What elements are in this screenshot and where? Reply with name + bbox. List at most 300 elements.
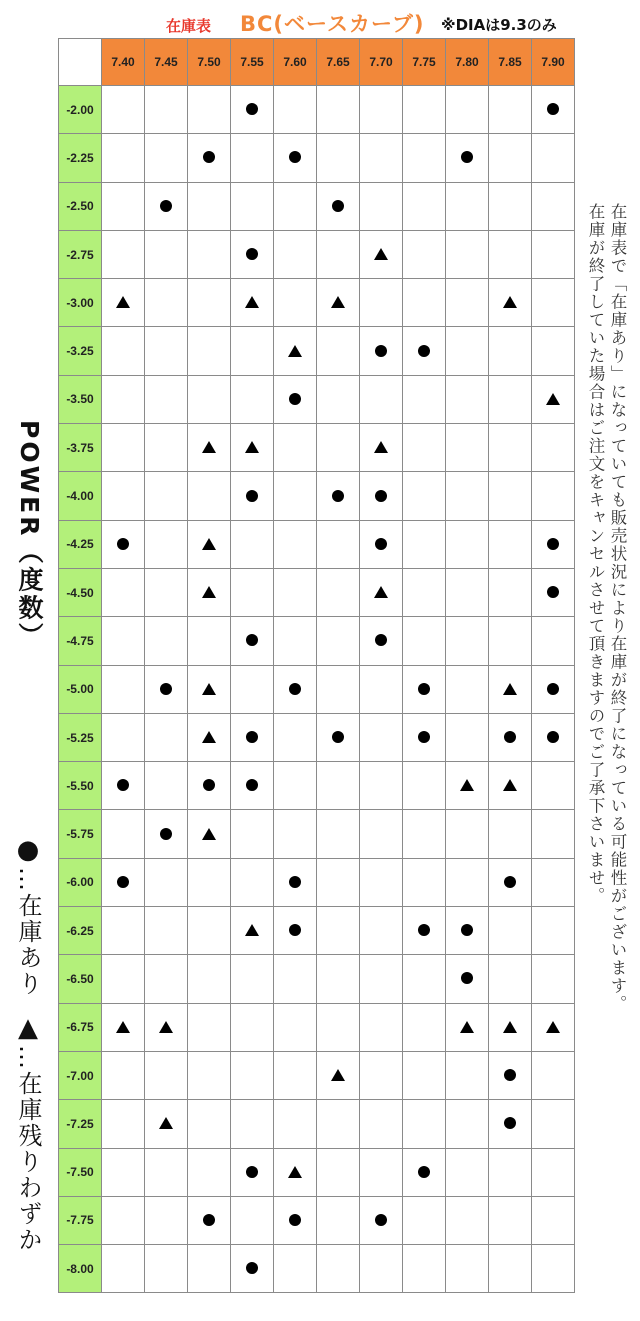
stock-cell — [188, 762, 231, 810]
stock-cell — [274, 1245, 317, 1293]
stock-cell — [317, 762, 360, 810]
stock-cell — [360, 713, 403, 761]
stock-cell — [231, 568, 274, 616]
low-stock-triangle-icon — [116, 296, 130, 308]
stock-cell — [446, 134, 489, 182]
stock-cell — [317, 182, 360, 230]
stock-cell — [317, 713, 360, 761]
stock-cell — [102, 1003, 145, 1051]
stock-cell — [446, 713, 489, 761]
stock-cell — [489, 86, 532, 134]
stock-cell — [532, 665, 575, 713]
stock-cell — [102, 182, 145, 230]
stock-cell — [102, 520, 145, 568]
table-row — [59, 858, 575, 906]
table-body — [59, 86, 575, 1293]
legend-circle-icon: ● — [13, 835, 43, 867]
in-stock-circle-icon — [504, 1069, 516, 1081]
stock-cell — [403, 617, 446, 665]
in-stock-circle-icon — [547, 586, 559, 598]
stock-cell — [102, 472, 145, 520]
stock-cell — [403, 713, 446, 761]
stock-cell — [360, 568, 403, 616]
stock-cell — [446, 472, 489, 520]
stock-cell — [274, 762, 317, 810]
stock-cell — [403, 86, 446, 134]
stock-cell — [188, 230, 231, 278]
stock-cell — [231, 520, 274, 568]
stock-cell — [532, 1051, 575, 1099]
stock-cell — [188, 134, 231, 182]
stock-cell — [360, 617, 403, 665]
stock-cell — [274, 182, 317, 230]
stock-cell — [360, 665, 403, 713]
stock-cell — [446, 182, 489, 230]
stock-cell — [360, 1051, 403, 1099]
stock-cell — [403, 279, 446, 327]
stock-cell — [231, 1148, 274, 1196]
stock-cell — [102, 1148, 145, 1196]
in-stock-circle-icon — [117, 779, 129, 791]
stock-cell — [532, 230, 575, 278]
power-cell: -3.75 — [59, 424, 102, 472]
stock-notice-line: 在庫が終了していた場合はご注文をキャンセルさせて頂きますのでご了承下さいませ。 — [586, 203, 605, 905]
in-stock-circle-icon — [289, 876, 301, 888]
low-stock-triangle-icon — [159, 1021, 173, 1033]
in-stock-circle-icon — [375, 538, 387, 550]
stock-cell — [274, 1148, 317, 1196]
in-stock-circle-icon — [117, 876, 129, 888]
stock-cell — [231, 86, 274, 134]
power-cell: -4.50 — [59, 568, 102, 616]
stock-cell — [360, 858, 403, 906]
stock-cell — [102, 279, 145, 327]
in-stock-circle-icon — [375, 1214, 387, 1226]
stock-cell — [489, 907, 532, 955]
stock-cell — [274, 134, 317, 182]
stock-cell — [231, 617, 274, 665]
in-stock-circle-icon — [332, 490, 344, 502]
stock-cell — [532, 955, 575, 1003]
stock-cell — [317, 375, 360, 423]
table-row — [59, 86, 575, 134]
title-stock-table: 在庫表 — [166, 17, 212, 35]
stock-cell — [102, 858, 145, 906]
stock-cell — [360, 1148, 403, 1196]
low-stock-triangle-icon — [159, 1117, 173, 1129]
power-cell: -8.00 — [59, 1245, 102, 1293]
stock-cell — [231, 230, 274, 278]
stock-cell — [274, 858, 317, 906]
stock-cell — [188, 810, 231, 858]
stock-cell — [532, 810, 575, 858]
stock-cell — [145, 327, 188, 375]
stock-cell — [360, 230, 403, 278]
stock-cell — [231, 1100, 274, 1148]
low-stock-triangle-icon — [202, 731, 216, 743]
bc-header-cell: 7.90 — [532, 39, 575, 86]
stock-cell — [532, 1003, 575, 1051]
stock-cell — [231, 1003, 274, 1051]
in-stock-circle-icon — [461, 924, 473, 936]
in-stock-circle-icon — [504, 1117, 516, 1129]
stock-cell — [532, 375, 575, 423]
bc-header-cell: 7.85 — [489, 39, 532, 86]
in-stock-circle-icon — [418, 924, 430, 936]
stock-cell — [446, 617, 489, 665]
stock-cell — [403, 907, 446, 955]
bc-header-cell: 7.50 — [188, 39, 231, 86]
stock-cell — [274, 617, 317, 665]
stock-cell — [403, 472, 446, 520]
stock-cell — [446, 1148, 489, 1196]
bc-header-cell: 7.55 — [231, 39, 274, 86]
in-stock-circle-icon — [289, 151, 301, 163]
stock-cell — [532, 134, 575, 182]
stock-cell — [360, 907, 403, 955]
stock-cell — [102, 1245, 145, 1293]
in-stock-circle-icon — [203, 779, 215, 791]
low-stock-triangle-icon — [374, 586, 388, 598]
in-stock-circle-icon — [246, 1166, 258, 1178]
stock-cell — [403, 1100, 446, 1148]
low-stock-triangle-icon — [202, 586, 216, 598]
stock-cell — [317, 665, 360, 713]
stock-cell — [102, 810, 145, 858]
power-cell: -2.00 — [59, 86, 102, 134]
stock-cell — [360, 86, 403, 134]
table-row — [59, 424, 575, 472]
stock-cell — [317, 858, 360, 906]
stock-cell — [489, 1051, 532, 1099]
low-stock-triangle-icon — [331, 1069, 345, 1081]
stock-cell — [102, 1196, 145, 1244]
power-cell: -5.25 — [59, 713, 102, 761]
stock-cell — [489, 327, 532, 375]
power-cell: -5.75 — [59, 810, 102, 858]
stock-cell — [532, 424, 575, 472]
power-cell: -2.50 — [59, 182, 102, 230]
stock-cell — [274, 472, 317, 520]
stock-cell — [489, 472, 532, 520]
low-stock-triangle-icon — [116, 1021, 130, 1033]
in-stock-circle-icon — [547, 683, 559, 695]
power-cell: -3.50 — [59, 375, 102, 423]
stock-cell — [102, 955, 145, 1003]
stock-cell — [274, 1196, 317, 1244]
stock-cell — [188, 617, 231, 665]
stock-cell — [102, 568, 145, 616]
in-stock-circle-icon — [246, 779, 258, 791]
stock-cell — [102, 1051, 145, 1099]
stock-cell — [446, 1003, 489, 1051]
stock-cell — [489, 1148, 532, 1196]
stock-cell — [274, 375, 317, 423]
stock-cell — [360, 520, 403, 568]
bc-header-cell: 7.65 — [317, 39, 360, 86]
low-stock-triangle-icon — [288, 345, 302, 357]
bc-header-cell: 7.60 — [274, 39, 317, 86]
stock-cell — [403, 182, 446, 230]
in-stock-circle-icon — [203, 151, 215, 163]
in-stock-circle-icon — [246, 103, 258, 115]
stock-cell — [403, 520, 446, 568]
stock-cell — [403, 762, 446, 810]
in-stock-circle-icon — [289, 683, 301, 695]
stock-cell — [188, 375, 231, 423]
stock-cell — [317, 230, 360, 278]
low-stock-triangle-icon — [202, 683, 216, 695]
stock-cell — [446, 424, 489, 472]
legend-triangle-icon: ▲ — [13, 1013, 43, 1045]
stock-cell — [489, 279, 532, 327]
in-stock-circle-icon — [246, 731, 258, 743]
stock-cell — [102, 762, 145, 810]
stock-cell — [188, 86, 231, 134]
stock-cell — [274, 810, 317, 858]
stock-cell — [102, 665, 145, 713]
in-stock-circle-icon — [289, 393, 301, 405]
stock-cell — [145, 472, 188, 520]
stock-cell — [403, 424, 446, 472]
stock-cell — [145, 134, 188, 182]
power-cell: -3.00 — [59, 279, 102, 327]
table-row — [59, 327, 575, 375]
table-row — [59, 955, 575, 1003]
table-row — [59, 1148, 575, 1196]
stock-cell — [145, 858, 188, 906]
table-row — [59, 1196, 575, 1244]
bc-header-cell: 7.45 — [145, 39, 188, 86]
stock-cell — [403, 134, 446, 182]
low-stock-triangle-icon — [374, 441, 388, 453]
table-row — [59, 810, 575, 858]
legend — [14, 835, 46, 1253]
stock-cell — [360, 1100, 403, 1148]
stock-cell — [231, 134, 274, 182]
stock-cell — [145, 810, 188, 858]
stock-cell — [360, 327, 403, 375]
in-stock-circle-icon — [160, 200, 172, 212]
power-cell: -6.00 — [59, 858, 102, 906]
in-stock-circle-icon — [160, 683, 172, 695]
stock-cell — [360, 1245, 403, 1293]
table-row — [59, 665, 575, 713]
low-stock-triangle-icon — [503, 1021, 517, 1033]
stock-cell — [532, 520, 575, 568]
stock-cell — [188, 472, 231, 520]
stock-cell — [489, 762, 532, 810]
stock-cell — [532, 762, 575, 810]
stock-cell — [446, 520, 489, 568]
low-stock-triangle-icon — [202, 538, 216, 550]
power-cell: -7.25 — [59, 1100, 102, 1148]
power-cell: -2.25 — [59, 134, 102, 182]
stock-cell — [145, 279, 188, 327]
bc-header-cell: 7.75 — [403, 39, 446, 86]
stock-cell — [532, 1100, 575, 1148]
in-stock-circle-icon — [289, 1214, 301, 1226]
stock-cell — [317, 520, 360, 568]
in-stock-circle-icon — [547, 538, 559, 550]
title-row — [0, 6, 640, 36]
power-axis-label: POWER（度数） — [15, 420, 44, 651]
stock-cell — [317, 327, 360, 375]
stock-cell — [274, 86, 317, 134]
stock-cell — [188, 327, 231, 375]
stock-cell — [489, 134, 532, 182]
legend-circle-label: …在庫あり — [14, 867, 42, 997]
stock-cell — [274, 955, 317, 1003]
stock-cell — [102, 230, 145, 278]
stock-cell — [231, 375, 274, 423]
stock-cell — [188, 665, 231, 713]
header-row — [59, 39, 575, 86]
stock-cell — [231, 955, 274, 1003]
stock-cell — [317, 279, 360, 327]
table-row — [59, 279, 575, 327]
table-corner — [59, 39, 102, 86]
title-base-curve: BC(ベースカーブ) — [240, 12, 425, 36]
stock-cell — [274, 907, 317, 955]
bc-header-cell: 7.70 — [360, 39, 403, 86]
power-cell: -5.50 — [59, 762, 102, 810]
stock-cell — [403, 858, 446, 906]
stock-cell — [360, 472, 403, 520]
stock-cell — [446, 568, 489, 616]
stock-cell — [532, 568, 575, 616]
stock-cell — [360, 810, 403, 858]
stock-cell — [274, 1003, 317, 1051]
stock-cell — [231, 1245, 274, 1293]
stock-cell — [188, 1003, 231, 1051]
stock-cell — [188, 1245, 231, 1293]
in-stock-circle-icon — [117, 538, 129, 550]
stock-cell — [145, 617, 188, 665]
stock-cell — [317, 1148, 360, 1196]
stock-cell — [274, 327, 317, 375]
stock-cell — [145, 568, 188, 616]
stock-cell — [231, 810, 274, 858]
stock-cell — [317, 617, 360, 665]
stock-cell — [360, 1196, 403, 1244]
stock-cell — [317, 810, 360, 858]
table-row — [59, 1245, 575, 1293]
stock-cell — [403, 1245, 446, 1293]
stock-cell — [188, 955, 231, 1003]
title-dia-note: ※DIAは9.3のみ — [441, 16, 557, 34]
stock-cell — [532, 617, 575, 665]
stock-cell — [532, 327, 575, 375]
stock-cell — [532, 279, 575, 327]
stock-cell — [231, 762, 274, 810]
in-stock-circle-icon — [289, 924, 301, 936]
table-row — [59, 1100, 575, 1148]
stock-cell — [145, 1051, 188, 1099]
stock-cell — [446, 327, 489, 375]
in-stock-circle-icon — [160, 828, 172, 840]
stock-cell — [188, 1148, 231, 1196]
table-row — [59, 617, 575, 665]
in-stock-circle-icon — [418, 683, 430, 695]
stock-cell — [188, 424, 231, 472]
stock-table — [58, 38, 575, 1293]
stock-cell — [231, 907, 274, 955]
stock-cell — [188, 858, 231, 906]
power-cell: -2.75 — [59, 230, 102, 278]
stock-cell — [446, 665, 489, 713]
table-row — [59, 375, 575, 423]
stock-cell — [145, 86, 188, 134]
stock-cell — [403, 665, 446, 713]
stock-cell — [317, 1003, 360, 1051]
power-cell: -6.50 — [59, 955, 102, 1003]
stock-cell — [145, 424, 188, 472]
in-stock-circle-icon — [332, 731, 344, 743]
stock-cell — [446, 858, 489, 906]
in-stock-circle-icon — [418, 731, 430, 743]
stock-cell — [532, 472, 575, 520]
power-cell: -6.75 — [59, 1003, 102, 1051]
stock-cell — [360, 375, 403, 423]
stock-cell — [317, 1196, 360, 1244]
stock-cell — [489, 617, 532, 665]
stock-cell — [403, 375, 446, 423]
stock-cell — [489, 713, 532, 761]
bc-header-cell: 7.80 — [446, 39, 489, 86]
stock-cell — [489, 1003, 532, 1051]
stock-cell — [188, 520, 231, 568]
stock-cell — [403, 327, 446, 375]
stock-cell — [360, 1003, 403, 1051]
power-cell: -4.00 — [59, 472, 102, 520]
power-cell: -5.00 — [59, 665, 102, 713]
stock-cell — [145, 713, 188, 761]
stock-cell — [489, 520, 532, 568]
stock-cell — [188, 713, 231, 761]
stock-cell — [489, 568, 532, 616]
stock-cell — [489, 665, 532, 713]
stock-cell — [188, 1051, 231, 1099]
power-cell: -6.25 — [59, 907, 102, 955]
stock-cell — [274, 713, 317, 761]
stock-cell — [403, 955, 446, 1003]
stock-cell — [446, 1100, 489, 1148]
stock-cell — [231, 472, 274, 520]
low-stock-triangle-icon — [503, 296, 517, 308]
stock-cell — [532, 182, 575, 230]
in-stock-circle-icon — [461, 151, 473, 163]
stock-cell — [532, 713, 575, 761]
table-row — [59, 568, 575, 616]
stock-cell — [446, 375, 489, 423]
stock-cell — [145, 1148, 188, 1196]
stock-cell — [532, 1196, 575, 1244]
stock-cell — [489, 1245, 532, 1293]
stock-cell — [231, 1051, 274, 1099]
stock-cell — [403, 568, 446, 616]
stock-cell — [188, 568, 231, 616]
stock-cell — [188, 279, 231, 327]
power-cell: -7.75 — [59, 1196, 102, 1244]
stock-cell — [274, 1100, 317, 1148]
stock-cell — [145, 182, 188, 230]
stock-cell — [274, 279, 317, 327]
stock-cell — [317, 134, 360, 182]
bc-header-cell: 7.40 — [102, 39, 145, 86]
stock-cell — [532, 1148, 575, 1196]
stock-cell — [102, 907, 145, 955]
